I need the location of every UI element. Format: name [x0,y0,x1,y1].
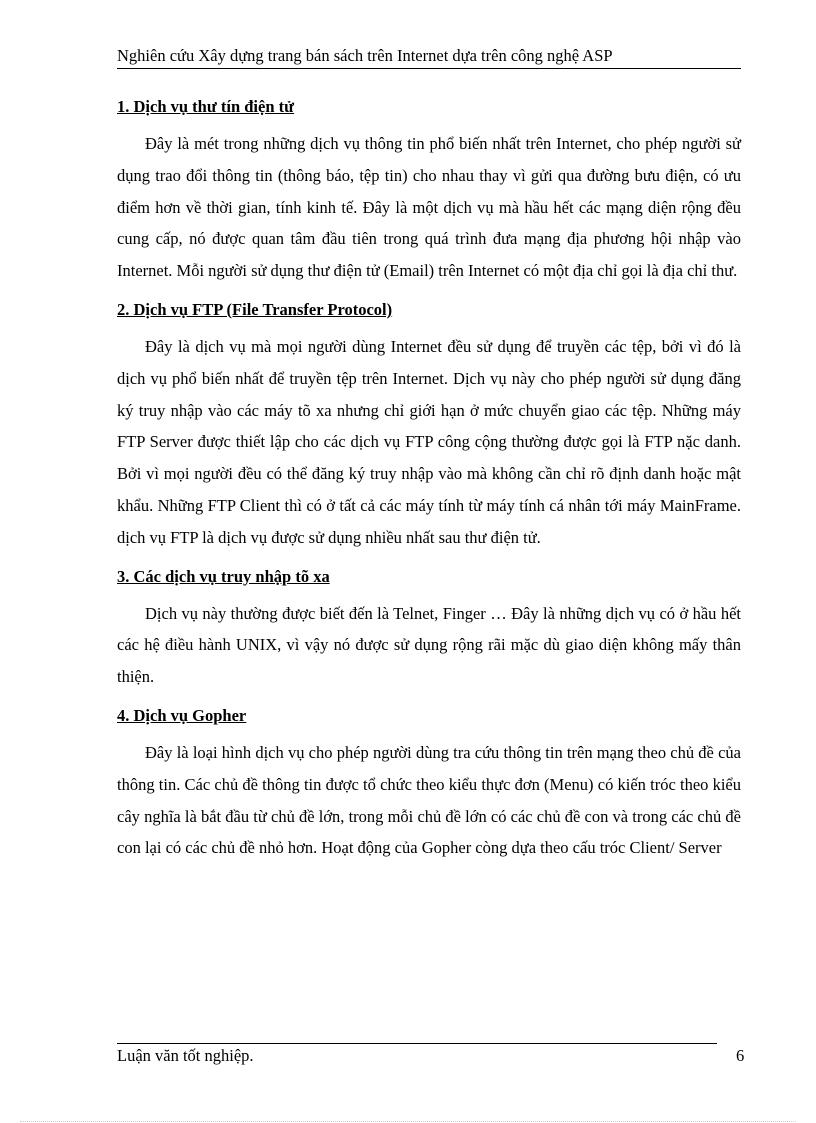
section-heading: 3. Các dịch vụ truy nhập tõ xa [117,566,330,586]
section-gopher [117,705,741,864]
section-heading: 4. Dịch vụ Gopher [117,705,247,725]
section-paragraph: Dịch vụ này thường được biết đến là Telnet, Finger … Đây là những dịch vụ có ở hầu hết các hệ điều hành UNIX, vì vậy nó được sử dụng rộng rãi mặc dù giao diện không mấy thân thiện. [117,603,741,687]
section-paragraph: Đây là loại hình dịch vụ cho phép người dùng tra cứu thông tin trên mạng theo chủ đề của thông tin. Các chủ đề thông tin được tổ chức theo kiểu thực đơn (Menu) có kiến tróc theo kiểu cây nghĩa là bắt đầu từ chủ đề lớn, trong mỗi chủ đề lớn có các chủ đề con và trong các chủ đề con lại có các chủ đề nhỏ hơn. Hoạt động của Gopher còng dựa theo cấu tróc Client/ Server [117,742,741,858]
footer-text: Luận văn tốt nghiệp. [117,1046,254,1065]
footer-divider [117,1043,717,1044]
section-remote-access [117,566,741,693]
page-edge-dotted-line [20,1121,796,1122]
section-email [117,96,741,287]
running-header-title: Nghiên cứu Xây dựng trang bán sách trên Internet dựa trên công nghệ ASP [117,46,613,65]
section-heading: 2. Dịch vụ FTP (File Transfer Protocol) [117,299,393,319]
section-paragraph: Đây là dịch vụ mà mọi người dùng Internet đều sử dụng để truyền các tệp, bởi vì đó là dịch vụ phổ biến nhất để truyền tệp trên Internet. Dịch vụ này cho phép người sử dụng đăng ký truy nhập vào các máy tõ xa nhưng chỉ giới hạn ở mức chuyển giao các tệp. Những máy FTP Server được thiết lập cho các dịch vụ FTP công cộng thường được gọi là FTP nặc danh. Bởi vì mọi người đều có thể đăng ký truy nhập vào mà không cần chỉ rõ định danh hoặc mật khẩu. Những FTP Client thì có ở tất cả các máy tính từ máy tính cá nhân tới máy MainFrame. dịch vụ FTP là dịch vụ được sử dụng nhiều nhất sau thư điện tử. [117,336,741,547]
section-paragraph: Đây là mét trong những dịch vụ thông tin phổ biến nhất trên Internet, cho phép người sử dụng trao đổi thông tin (thông báo, tệp tin) cho nhau thay vì gửi qua đường bưu điện, có ưu điểm hơn về thời gian, tính kinh tế. Đây là một dịch vụ mà hầu hết các mạng diện rộng đều cung cấp, nó được quan tâm đầu tiên trong quá trình đưa mạng địa phương hội nhập vào Internet. Mỗi người sử dụng thư điện tử (Email) trên Internet có một địa chỉ gọi là địa chỉ thư. [117,134,741,281]
page-number: 6 [736,1046,745,1065]
section-heading: 1. Dịch vụ thư tín điện tử [117,97,295,116]
section-ftp [117,299,741,554]
page-body [117,96,741,876]
header-divider [117,68,741,69]
